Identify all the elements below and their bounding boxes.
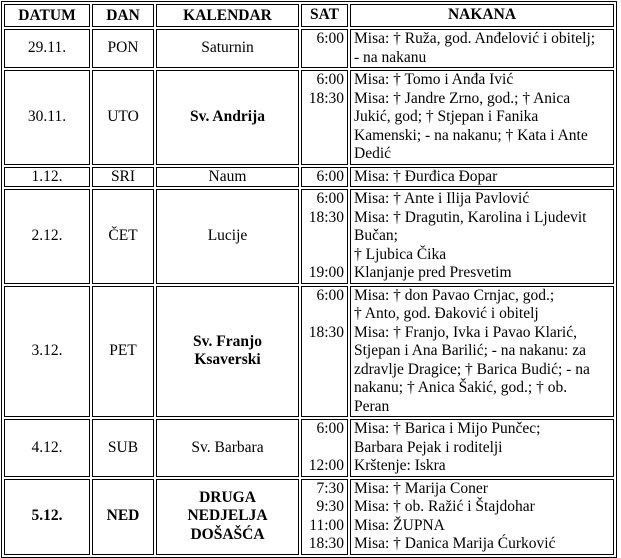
calendar-line: DOŠAŠĆA [190, 525, 265, 543]
calendar-line: NEDJELJA [187, 507, 268, 525]
date-cell: 5.12. [4, 479, 90, 555]
header-sat: SAT [301, 4, 348, 27]
time-line: 6:00 [316, 167, 344, 185]
date-cell: 1.12. [4, 167, 90, 188]
header-dan: DAN [92, 4, 154, 27]
time-line [305, 379, 344, 398]
time-line [305, 361, 344, 380]
time-line [305, 145, 344, 164]
table-row [4, 189, 614, 284]
intention-line: Peran [354, 397, 390, 415]
intention-line: Kamenski; - na nakanu; † Kata i Ante [354, 126, 588, 144]
day-cell: PON [92, 29, 154, 68]
header-kalendar: KALENDAR [156, 4, 299, 27]
intention-line: Misa: † Jandre Zrno, god.; † Anica [354, 89, 571, 107]
intention-line: - na nakanu [354, 48, 427, 66]
date-cell: 29.11. [4, 29, 90, 68]
intention-line: zdravlje Dragice; † Barica Budić; - na [354, 360, 590, 378]
time-line: 6:00 [316, 71, 344, 88]
intention-line: Barbara Pejak i roditelji [354, 438, 503, 456]
calendar-line: Sv. Barbara [191, 438, 264, 456]
intention-line: Misa: ŽUPNA [354, 516, 445, 534]
time-cell [301, 419, 348, 477]
intention-line: † Ljubica Čika [354, 245, 447, 263]
calendar-line: Lucije [207, 227, 248, 244]
time-cell [301, 70, 348, 165]
intention-line: Klanjanje pred Presvetim [354, 264, 512, 281]
time-line: 6:00 [316, 420, 344, 437]
time-line [305, 246, 344, 265]
calendar-line: Naum [208, 167, 247, 185]
time-cell [301, 189, 348, 284]
intention-line: Misa: † Tomo i Anđa Ivić [354, 71, 514, 88]
time-cell [301, 286, 348, 418]
intention-line: Misa: † Marija Coner [354, 479, 488, 497]
time-line: 18:30 [308, 323, 344, 341]
time-line: 11:00 [309, 516, 344, 534]
time-cell [301, 167, 348, 188]
intention-line: Misa: † Danica Marija Ćurković [354, 535, 556, 552]
time-line [305, 439, 344, 458]
time-cell [301, 479, 348, 555]
time-line [305, 342, 344, 361]
table-row [4, 419, 614, 477]
intention-cell [350, 70, 614, 165]
day-cell: UTO [92, 70, 154, 165]
intention-line: Misa: † Franjo, Ivka i Pavao Klarić, [354, 323, 577, 341]
table-row [4, 70, 614, 165]
calendar-cell [156, 70, 299, 165]
intention-cell [350, 167, 614, 188]
calendar-line: DRUGA [199, 488, 256, 506]
table-row [4, 479, 614, 555]
intention-cell [350, 286, 614, 418]
time-line: 6:00 [316, 30, 344, 47]
calendar-cell [156, 189, 299, 284]
calendar-cell [156, 286, 299, 418]
day-cell: SUB [92, 419, 154, 477]
intention-line: Misa: † don Pavao Crnjac, god.; [354, 286, 555, 304]
time-line [305, 398, 344, 417]
table-row [4, 286, 614, 418]
calendar-line: Ksaverski [194, 351, 261, 369]
date-cell: 4.12. [4, 419, 90, 477]
intention-line: Jukić, god; † Stjepan i Fanika [354, 108, 539, 125]
intention-line: Misa: † Barica i Mijo Punčec; [354, 420, 541, 437]
intention-line: Misa: † Dragutin, Karolina i Ljudevit [354, 208, 587, 226]
header-nakana: NAKANA [350, 4, 614, 27]
calendar-line: Saturnin [201, 39, 254, 57]
calendar-cell [156, 479, 299, 555]
date-cell: 30.11. [4, 70, 90, 165]
intention-line: Misa: † Đurđica Đopar [354, 167, 498, 185]
calendar-cell [156, 167, 299, 188]
intention-cell [350, 419, 614, 477]
time-line: 18:30 [308, 535, 344, 552]
time-line [305, 49, 344, 68]
time-line: 6:00 [316, 190, 344, 207]
calendar-line: Sv. Andrija [190, 108, 265, 125]
intention-line: Bučan; [354, 227, 398, 244]
time-line: 18:30 [308, 89, 344, 107]
time-line [305, 127, 344, 146]
time-line: 6:00 [316, 286, 344, 304]
day-cell: SRI [92, 167, 154, 188]
intention-line: Krštenje: Iskra [354, 457, 446, 474]
intention-cell [350, 29, 614, 68]
time-line: 18:30 [308, 208, 344, 226]
time-line: 12:00 [308, 457, 344, 474]
date-cell: 2.12. [4, 189, 90, 284]
intention-line: Misa: † Ruža, god. Anđelović i obitelj; [354, 30, 596, 47]
day-cell: PET [92, 286, 154, 418]
table-row [4, 29, 614, 68]
time-line: 7:30 [316, 479, 344, 497]
time-line: 19:00 [308, 264, 344, 281]
calendar-cell [156, 29, 299, 68]
header-datum: DATUM [4, 4, 90, 27]
calendar-cell [156, 419, 299, 477]
mass-schedule-table [1, 1, 617, 558]
time-line [305, 305, 344, 324]
intention-line: Dedić [354, 145, 392, 162]
intention-line: Misa: † ob. Ražić i Štajdohar [354, 498, 535, 515]
calendar-line: Sv. Franjo [193, 332, 262, 350]
table-row [4, 167, 614, 188]
time-cell [301, 29, 348, 68]
day-cell: NED [92, 479, 154, 555]
date-cell: 3.12. [4, 286, 90, 418]
intention-line: † Anto, god. Đaković i obitelj [354, 305, 539, 322]
intention-line: Stjepan i Ana Barilić; - na nakanu: za [354, 342, 586, 359]
time-line: 9:30 [316, 498, 344, 515]
time-line [305, 108, 344, 127]
intention-line: Misa: † Ante i Ilija Pavlović [354, 190, 530, 207]
intention-cell [350, 479, 614, 555]
day-cell: ČET [92, 189, 154, 284]
intention-cell [350, 189, 614, 284]
time-line [305, 227, 344, 246]
header-row [4, 4, 614, 27]
intention-line: nakanu; † Anica Šakić, god.; † ob. [354, 379, 568, 396]
